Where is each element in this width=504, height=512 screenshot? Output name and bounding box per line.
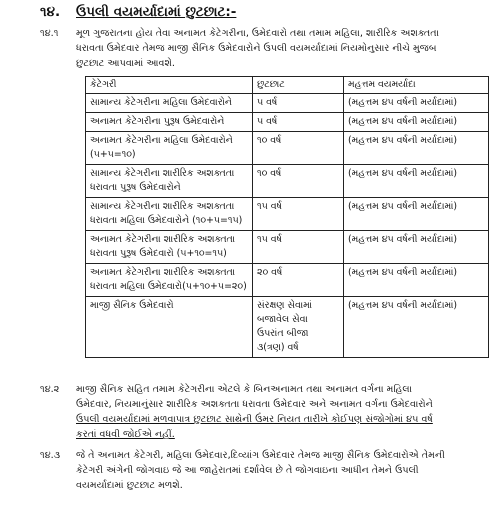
table-body (86, 94, 489, 358)
cell-line: સામાન્ય કેટેગરીના મહિલા ઉમેદવારોને (90, 97, 232, 108)
cell-line: અનામત કેટેગરીના પુરૂષ ઉમેદવારોને (90, 116, 225, 127)
paragraph-number: ૧૪.૧ (40, 28, 59, 39)
cell-line: અનામત કેટેગરીના શારીરિક અશક્તતા (90, 234, 236, 245)
paragraph-line: ઉપલી વયમર્યાદામાં મળવાપાત્ર છુટછાટ સાથેની ઉંમર નિયત તારીખે કોઈપણ સંજોગોમાં ૪૫ વર્ષ (76, 414, 433, 425)
cell-line: ધરાવતા મહિલા ઉમેદવારોને (૧૦+૫=૧૫) (90, 215, 243, 226)
table-row (86, 113, 489, 132)
table-row (86, 231, 489, 264)
cell-category (86, 132, 253, 165)
cell-line: ૧૫ વર્ષ (257, 201, 282, 212)
paragraph-line: કેટેગરી અંગેની જોગવાઇ જે આ જાહેરાતમાં દર્શાવેલ છે તે જોગવાઇના આધીન તેમને ઉપલી (76, 465, 419, 476)
table-row (86, 165, 489, 198)
table-row (86, 198, 489, 231)
cell-line: (મહત્તમ ૪૫ વર્ષની મર્યાદામાં) (348, 116, 458, 127)
table-row (86, 94, 489, 113)
cell-category (86, 198, 253, 231)
paragraph-line: વયમર્યાદામાં છુટછાટ મળશે. (76, 480, 183, 491)
cell-max-age (344, 198, 489, 231)
paragraph-line: મૂળ ગુજરાતના હોય તેવા અનામત કેટેગરીના, ઉમેદવારો તથા તમામ મહિલા, શારીરિક અશક્તતા (76, 28, 439, 39)
paragraph-line: માજી સૈનિક સહિત તમામ કેટેગરીના એટલે કે બિનઅનામત તથા અનામત વર્ગના મહિલા (76, 384, 413, 395)
cell-line: ૧૫ વર્ષ (257, 234, 282, 245)
cell-line: (મહત્તમ ૪૫ વર્ષની મર્યાદામાં) (348, 168, 458, 179)
cell-line: માજી સૈનિક ઉમેદવારો (90, 300, 174, 311)
cell-relaxation (253, 198, 344, 231)
cell-line: ૫ વર્ષ (257, 97, 278, 108)
cell-relaxation (253, 113, 344, 132)
cell-line: (મહત્તમ ૪૫ વર્ષની મર્યાદામાં) (348, 201, 458, 212)
section-heading (40, 4, 236, 20)
paragraph-body (76, 26, 439, 71)
paragraph-line: ધરાવતા ઉમેદવાર તેમજ માજી સૈનિક ઉમેદવારોને ઉપલી વયમર્યાદામાં નિયમોનુસાર નીચે મુજબ (76, 43, 437, 54)
cell-max-age (344, 165, 489, 198)
paragraph-body (76, 382, 433, 442)
cell-line: સામાન્ય કેટેગરીના શારીરિક અશક્તતા (90, 168, 235, 179)
cell-max-age (344, 297, 489, 358)
cell-line: સંરક્ષણ સેવામાં (257, 300, 313, 311)
cell-relaxation (253, 165, 344, 198)
cell-max-age (344, 94, 489, 113)
header-relaxation: છુટછાટ (253, 77, 344, 94)
table-header-row (86, 77, 489, 94)
cell-relaxation (253, 231, 344, 264)
cell-line: ૨૦ વર્ષ (257, 267, 283, 278)
cell-line: (૫+૫=૧૦) (90, 149, 136, 160)
paragraph-line: કરતાં વધવી જોઈએ નહીં. (76, 429, 175, 440)
cell-relaxation (253, 132, 344, 165)
cell-category (86, 231, 253, 264)
cell-line: ધરાવતા પુરૂષ ઉમેદવારોને (90, 182, 181, 193)
paragraph-line: છુટછાટ આપવામાં આવશે. (76, 58, 175, 69)
cell-line: સામાન્ય કેટેગરીના શારીરિક અશક્તતા (90, 201, 235, 212)
cell-line: (મહત્તમ ૪૫ વર્ષની મર્યાદામાં) (348, 234, 458, 245)
cell-line: ૫ વર્ષ (257, 116, 278, 127)
cell-line: અનામત કેટેગરીના શારીરિક અશક્તતા (90, 267, 236, 278)
cell-max-age (344, 132, 489, 165)
cell-line: ૩(ત્રણ) વર્ષ (257, 342, 299, 353)
cell-line: (મહત્તમ ૪૫ વર્ષની મર્યાદામાં) (348, 300, 458, 311)
cell-line: (મહત્તમ ૪૫ વર્ષની મર્યાદામાં) (348, 97, 458, 108)
section-number: ૧૪. (40, 4, 61, 20)
paragraph-line: ઉમેદવાર, નિયમાનુંસાર શારીરિક અશક્તતા ધરાવતા ઉમેદવાર અને અનામત વર્ગના ઉમેદવારોને (76, 399, 433, 410)
header-category: કેટેગરી (86, 77, 253, 94)
table-row (86, 132, 489, 165)
age-relaxation-table (85, 76, 489, 358)
cell-max-age (344, 231, 489, 264)
cell-line: ધરાવતા મહિલા ઉમેદવારો(૫+૧૦+૫=૨૦) (90, 281, 247, 292)
paragraph-body (76, 448, 445, 493)
cell-line: ૧૦ વર્ષ (257, 168, 282, 179)
cell-line: બજાવેલ સેવા (257, 314, 308, 325)
cell-relaxation (253, 297, 344, 358)
cell-category (86, 94, 253, 113)
cell-line: (મહત્તમ ૪૫ વર્ષની મર્યાદામાં) (348, 135, 458, 146)
cell-line: ઉપરાંત બીજા (257, 328, 309, 339)
cell-relaxation (253, 264, 344, 297)
table-row (86, 297, 489, 358)
paragraph-number: ૧૪.૨ (40, 384, 60, 395)
cell-category (86, 165, 253, 198)
table-row (86, 264, 489, 297)
cell-category (86, 297, 253, 358)
cell-line: અનામત કેટેગરીના મહિલા ઉમેદવારોને (90, 135, 233, 146)
cell-relaxation (253, 94, 344, 113)
paragraph-line: જે તે અનામત કેટેગરી, મહિલા ઉમેદવાર,દિવ્યાંગ ઉમેદવાર તેમજ માજી સૈનિક ઉમેદવારોએ તેમની (76, 450, 445, 461)
cell-max-age (344, 264, 489, 297)
cell-category (86, 264, 253, 297)
cell-line: ૧૦ વર્ષ (257, 135, 282, 146)
cell-max-age (344, 113, 489, 132)
section-title: ઉપલી વયમર્યાદામાં છુટછાટ:- (76, 4, 237, 20)
paragraph-number: ૧૪.૩ (40, 450, 61, 461)
cell-category (86, 113, 253, 132)
header-max-age: મહત્તમ વયમર્યાદા (344, 77, 489, 94)
cell-line: (મહત્તમ ૪૫ વર્ષની મર્યાદામાં) (348, 267, 458, 278)
cell-line: ધરાવતા પુરૂષ ઉમેદવારો (૫+૧૦=૧૫) (90, 248, 227, 259)
